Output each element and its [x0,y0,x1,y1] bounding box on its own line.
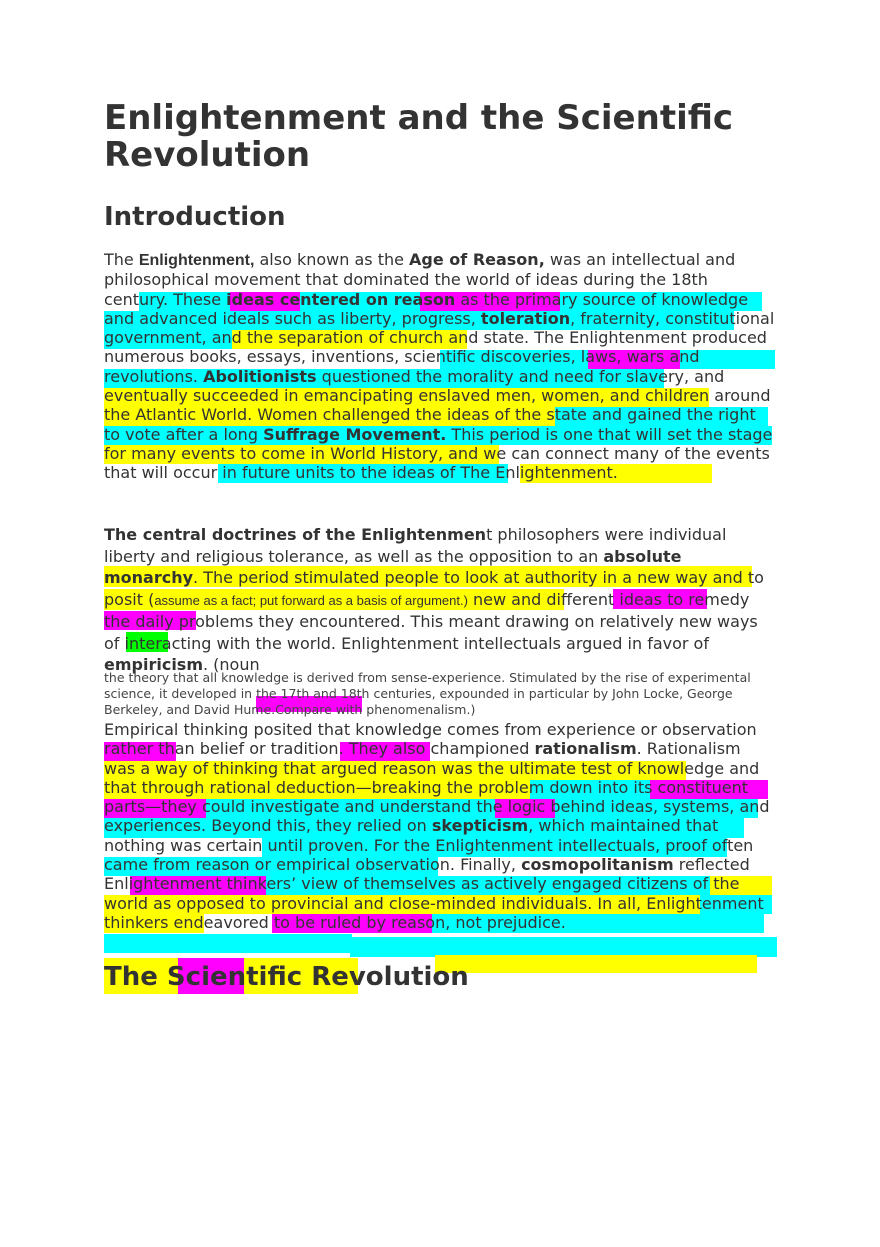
text-run: questioned the morality and need for slavery, and eventually succeeded in emancipating enslaved men, women, and children around the Atlantic World. Women challenged the ideas of the state and gained the right to vote after a long [104,366,771,444]
term-toleration: toleration [480,308,571,328]
document-title: Enlightenment and the Scientific Revolution [104,98,734,175]
term-skepticism: skepticism [431,816,529,836]
paragraph-empirical-thinking [104,720,776,932]
paragraph-doctrines [104,524,776,676]
text-run: . (noun [203,655,260,674]
text-run: was an intellectual and philosophical movement that dominated the world of ideas during the 18th century. These [104,250,736,309]
term-abolitionists: Abolitionists [203,366,317,386]
highlight-mark [104,934,352,953]
text-run: new and different ideas to remedy the daily problems they encountered. This meant drawing on relatively new ways of interacting with the world. Enlightenment intellectuals argued in favor of [104,589,758,653]
text-run: Empirical thinking posited that knowledge comes from experience or observation rather than belief or tradition. They also championed [104,720,757,759]
empiricism-definition: the theory that all knowledge is derived from sense-experience. Stimulated by the rise of experimental science, it developed in the 17th and 18th centuries, expounded in particular by John Locke, George Berkeley, and David Hume.Compare with phenomenalism.) [104,670,751,717]
text-run: reflected Enlightenment thinkers’ view of themselves as actively engaged citizens of the world as opposed to provincial and close-minded individuals. In all, Enlightenment thinkers endeavored to be ruled by reason, not prejudice. [104,855,764,932]
term-absolute-monarchy: absolute monarchy [104,546,682,587]
text-run: , fraternity, constitutional government, and the separation of church and state. The Enlightenment produced numerous books, essays, inventions, scientific discoveries, laws, wars and revolutions. [104,308,775,386]
term-central-doctrines: The central doctrines of the Enlightenmen [104,525,487,544]
document [104,98,776,992]
text-run: also known as the [254,250,410,269]
highlight-mark [350,937,777,957]
text-run: The [104,250,139,269]
term-age-of-reason: Age of Reason, [409,250,545,269]
term-enlightenment: Enlightenment, [138,252,255,269]
term-suffrage-movement: Suffrage Movement. [263,424,447,444]
term-cosmopolitanism: cosmopolitanism [521,855,674,875]
text-run: . Rationalism was a way of thinking that argued reason was the ultimate test of knowledge and that through rational deduction—breaking the problem down into its constituent parts—they could investigate and understand the logic behind ideas, systems, and experiences. Beyond this, they relied on [104,739,770,836]
paragraph-introduction [104,250,776,483]
posit-definition: assume as a fact; put forward as a basis of argument.) [154,592,468,608]
highlight-mark [435,955,757,973]
text-run: , which maintained that nothing was certain until proven. For the Enlightenment intellectuals, proof often came from reason or empirical observation. Finally, [104,816,754,875]
text-run: t philosophers were individual liberty and religious tolerance, as well as the opposition to an [104,525,727,566]
section-heading-scientific-revolution: The Scientific Revolution [104,962,469,992]
term-empiricism: empiricism [104,655,203,674]
term-rationalism: rationalism [534,739,637,759]
section-heading-introduction: Introduction [104,202,286,232]
text-run: This period is one that will set the stage for many events to come in World History, and we can connect many of the events that will occur in future units to the ideas of The Enlightenment. [104,424,773,483]
term-ideas-centered-on-reason: ideas centered on reason [226,289,456,309]
text-run: . The period stimulated people to look at authority in a new way and to posit ( [104,568,764,609]
text-run: as the primary source of knowledge and advanced ideals such as liberty, progress, [104,289,749,328]
